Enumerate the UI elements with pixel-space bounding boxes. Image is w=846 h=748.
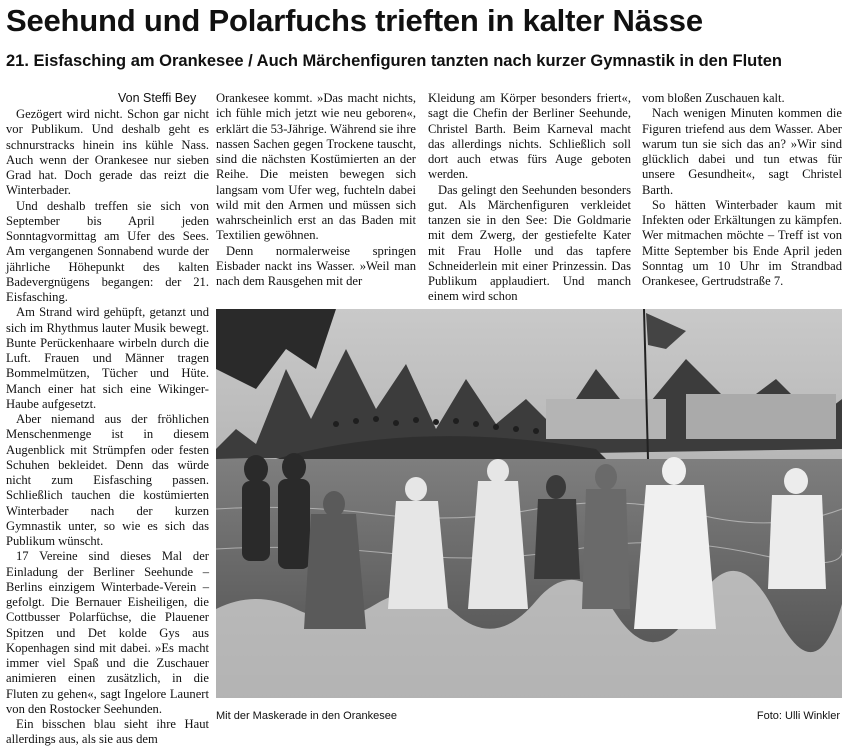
paragraph: So hätten Winterbader kaum mit Infekten oder Erkältungen zu kämpfen. Wer mitmachen möchte – Treff ist von Mitte September bis Ende April jeden Sonntag um 10 Uhr im Strandbad Orankesee, Gertrudstraße 7.: [642, 197, 842, 288]
article-column-4: [642, 91, 842, 289]
byline: Von Steffi Bey: [118, 91, 197, 105]
paragraph: Ein bisschen blau sieht ihre Haut allerdings aus, als sie aus dem: [6, 717, 209, 747]
paragraph: 17 Vereine sind dieses Mal der Einladung der Berliner Seehunde – Berlins einzigem Winterbade-Verein – gefolgt. Die Bernauer Eisheiligen, die Cottbusser Polarfüchse, die Plauener Spitzen und Det kolde Gys aus Kopenhagen sind mit dabei. »Es macht immer viel Spaß und die Zuschauer animieren einen zusätzlich, in die Fluten zu gehen«, sagt Ingelore Launert von den Rostocker Seehunden.: [6, 549, 209, 716]
paragraph: Denn normalerweise springen Eisbader nackt ins Wasser. »Weil man nach dem Rausgehen mit der: [216, 243, 416, 288]
photo-caption: Mit der Maskerade in den Orankesee: [216, 710, 397, 722]
subheadline: 21. Eisfasching am Orankesee / Auch Märchenfiguren tanzten nach kurzer Gymnastik in den Fluten: [6, 52, 783, 70]
paragraph: Gezögert wird nicht. Schon gar nicht vor Publikum. Und deshalb geht es schnurstracks hinein ins kühle Nass. Auch wenn der Orankesee nur sieben Grad hat. Doch gerade das reizt die Winterbader.: [6, 107, 209, 198]
paragraph: Kleidung am Körper besonders friert«, sagt die Chefin der Berliner Seehunde, Christel Barth. Beim Karneval macht das allerdings nichts. Schließlich soll dort auch etwas fürs Auge geboten werden.: [428, 91, 631, 182]
headline: Seehund und Polarfuchs trieften in kalter Nässe: [6, 3, 703, 38]
paragraph: Aber niemand aus der fröhlichen Menschenmenge ist in diesem Augenblick mit Strümpfen oder festen Schuhen bekleidet. Denn das würde nicht zum Eisfasching passen. Schließlich tauchen die kostümierten Winterbader nach der kurzen Gymnastik unter, so wie es sich das Publikum wünscht.: [6, 412, 209, 548]
article-column-3: [428, 91, 631, 305]
news-photo: [216, 309, 842, 698]
paragraph: Und deshalb treffen sie sich von September bis April jeden Sonntagvormittag am Ufer des Sees. Am vergangenen Sonnabend wurde der jährliche Höhepunkt des kalten Badevergnügens begangen: der 21. Eisfasching.: [6, 198, 209, 304]
paragraph: Orankesee kommt. »Das macht nichts, ich fühle mich jetzt wie neu geboren«, erklärt die 53-Jährige. Während sie ihre nassen Sachen gegen Trockene tauscht, sind die nächsten Kostümierten an der Reihe. Die meisten bewegen sich langsam vom Ufer weg, fuchteln dabei wild mit den Armen und müssen sich wahrscheinlich erst an das Baden mit Textilien gewöhnen.: [216, 91, 416, 243]
paragraph: Nach wenigen Minuten kommen die Figuren triefend aus dem Wasser. Aber warum tun sie sich das an? »Wir sind glücklich dabei und tun etwas für unsere Gesundheit«, sagt Christel Barth.: [642, 106, 842, 197]
article-column-1: [6, 107, 209, 747]
article-column-2: [216, 91, 416, 289]
photo-credit: Foto: Ulli Winkler: [756, 710, 840, 722]
paragraph: Das gelingt den Seehunden besonders gut. Als Märchenfiguren verkleidet tanzen sie in den See: Die Goldmarie mit dem Zwerg, der gestiefelte Kater mit Frau Holle und das tapfere Schneiderlein mit einer Prinzessin. Das Publikum applaudiert. Und manch einem wird schon: [428, 182, 631, 304]
lake-bathers-illustration: [216, 309, 842, 698]
paragraph: vom bloßen Zuschauen kalt.: [642, 91, 785, 105]
paragraph: Am Strand wird gehüpft, getanzt und sich im Rhythmus lauter Musik bewegt. Bunte Perückenhaare wirbeln durch die Luft. Frauen und Männer tragen Bommelmützen, Tücher und Hüte. Manch einer hat sich eine Wikinger-Haube aufgesetzt.: [6, 305, 209, 411]
